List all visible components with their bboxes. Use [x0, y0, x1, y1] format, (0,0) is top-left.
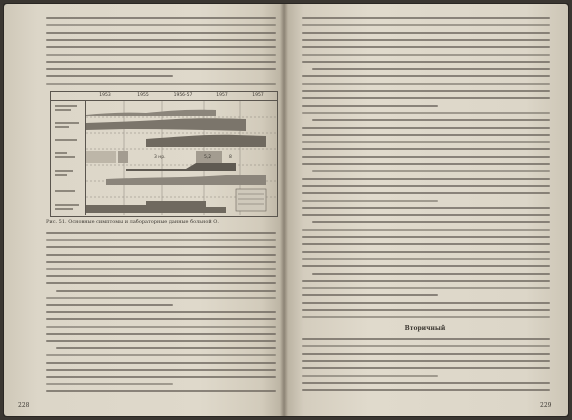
text-line: [302, 316, 550, 318]
text-line: [46, 311, 276, 313]
text-line: [312, 68, 550, 70]
text-line: [302, 112, 550, 114]
text-line: [46, 83, 276, 85]
text-line: [302, 236, 550, 238]
text-line: [302, 345, 550, 347]
text-line: [302, 207, 550, 209]
chart-row-label: [55, 109, 71, 111]
text-line: [302, 61, 550, 63]
text-line: [46, 75, 173, 77]
chart-year-label: 1957: [252, 93, 264, 98]
chart-year-label: 1957: [216, 93, 228, 98]
chart-row-label: [55, 152, 67, 154]
text-line: [46, 39, 276, 41]
text-line: [302, 214, 550, 216]
text-line: [302, 185, 550, 187]
text-line: [302, 127, 550, 129]
text-line: [56, 347, 276, 349]
text-line: [302, 178, 550, 180]
symptom-chart-figure: [50, 91, 278, 217]
text-line: [46, 333, 276, 335]
text-line: [302, 243, 550, 245]
book-gutter: [280, 4, 288, 416]
chart-row-label: [55, 170, 73, 172]
text-line: [302, 105, 438, 107]
chart-year-label: 1955: [137, 93, 149, 98]
text-line: [46, 354, 276, 356]
chart-row-label: [55, 174, 67, 176]
chart-row-label: [55, 204, 79, 206]
chart-year-label: 1956-57: [173, 93, 193, 98]
text-line: [312, 119, 550, 121]
text-line: [46, 24, 276, 26]
chart-plot-area: [86, 101, 276, 215]
text-line: [302, 302, 550, 304]
text-line: [46, 326, 276, 328]
section-subheading: Вторичный: [404, 325, 446, 332]
text-line: [302, 375, 438, 377]
text-line: [46, 282, 276, 284]
text-line: [302, 163, 550, 165]
left-page-number: 228: [18, 402, 30, 409]
text-line: [302, 134, 550, 136]
chart-year-label: 1953: [99, 93, 111, 98]
text-line: [46, 340, 276, 342]
chart-row-label: [55, 190, 75, 192]
text-line: [302, 353, 550, 355]
text-line: [312, 221, 550, 223]
chart-row-label: [55, 122, 79, 124]
chart-row-label: [55, 105, 77, 107]
text-line: [302, 200, 438, 202]
text-line: [46, 17, 276, 19]
text-line: [302, 75, 550, 77]
text-line: [302, 287, 550, 289]
text-line: [302, 294, 438, 296]
chart-row-label: [55, 156, 75, 158]
text-line: [302, 338, 550, 340]
text-line: [46, 383, 173, 385]
text-line: [46, 61, 276, 63]
text-line: [302, 39, 550, 41]
text-line: [46, 362, 276, 364]
text-line: [46, 46, 276, 48]
text-line: [46, 232, 276, 234]
chart-bands-graphic: [86, 101, 276, 215]
text-line: [312, 170, 550, 172]
text-line: [302, 389, 550, 391]
text-line: [302, 192, 550, 194]
text-line: [46, 297, 276, 299]
text-line: [302, 24, 550, 26]
text-line: [302, 367, 550, 369]
chart-inline-mark: 8: [229, 155, 232, 160]
text-line: [302, 309, 550, 311]
text-line: [302, 141, 550, 143]
text-line: [46, 239, 276, 241]
text-line: [302, 265, 550, 267]
text-line: [46, 304, 173, 306]
chart-row-labels: [51, 100, 86, 215]
text-line: [46, 32, 276, 34]
chart-row-label: [55, 208, 73, 210]
text-line: [302, 229, 550, 231]
text-line: [46, 390, 276, 392]
text-line: [302, 54, 550, 56]
text-line: [46, 261, 276, 263]
text-line: [302, 251, 550, 253]
text-line: [46, 275, 276, 277]
text-line: [46, 246, 276, 248]
text-line: [46, 376, 276, 378]
text-line: [46, 54, 276, 56]
text-line: [302, 32, 550, 34]
text-line: [302, 382, 550, 384]
figure-caption: Рис. 51. Основные симптомы и лабораторные данные больной О.: [46, 219, 219, 225]
chart-row-label: [55, 139, 77, 141]
text-line: [46, 68, 276, 70]
right-page-number: 229: [540, 402, 552, 409]
text-line: [302, 46, 550, 48]
chart-inline-mark: 5,2: [204, 155, 212, 160]
text-line: [302, 97, 550, 99]
chart-inline-mark: 3 нр.: [154, 155, 166, 160]
text-line: [46, 369, 276, 371]
text-line: [302, 90, 550, 92]
left-page: [4, 4, 284, 416]
text-line: [46, 254, 276, 256]
text-line: [56, 290, 276, 292]
text-line: [302, 258, 550, 260]
text-line: [302, 156, 550, 158]
text-line: [46, 318, 276, 320]
text-line: [302, 280, 550, 282]
text-line: [312, 273, 550, 275]
text-line: [46, 268, 276, 270]
text-line: [302, 360, 550, 362]
text-line: [302, 83, 550, 85]
right-page: [284, 4, 568, 416]
text-line: [302, 17, 550, 19]
text-line: [302, 148, 550, 150]
chart-row-label: [55, 126, 69, 128]
